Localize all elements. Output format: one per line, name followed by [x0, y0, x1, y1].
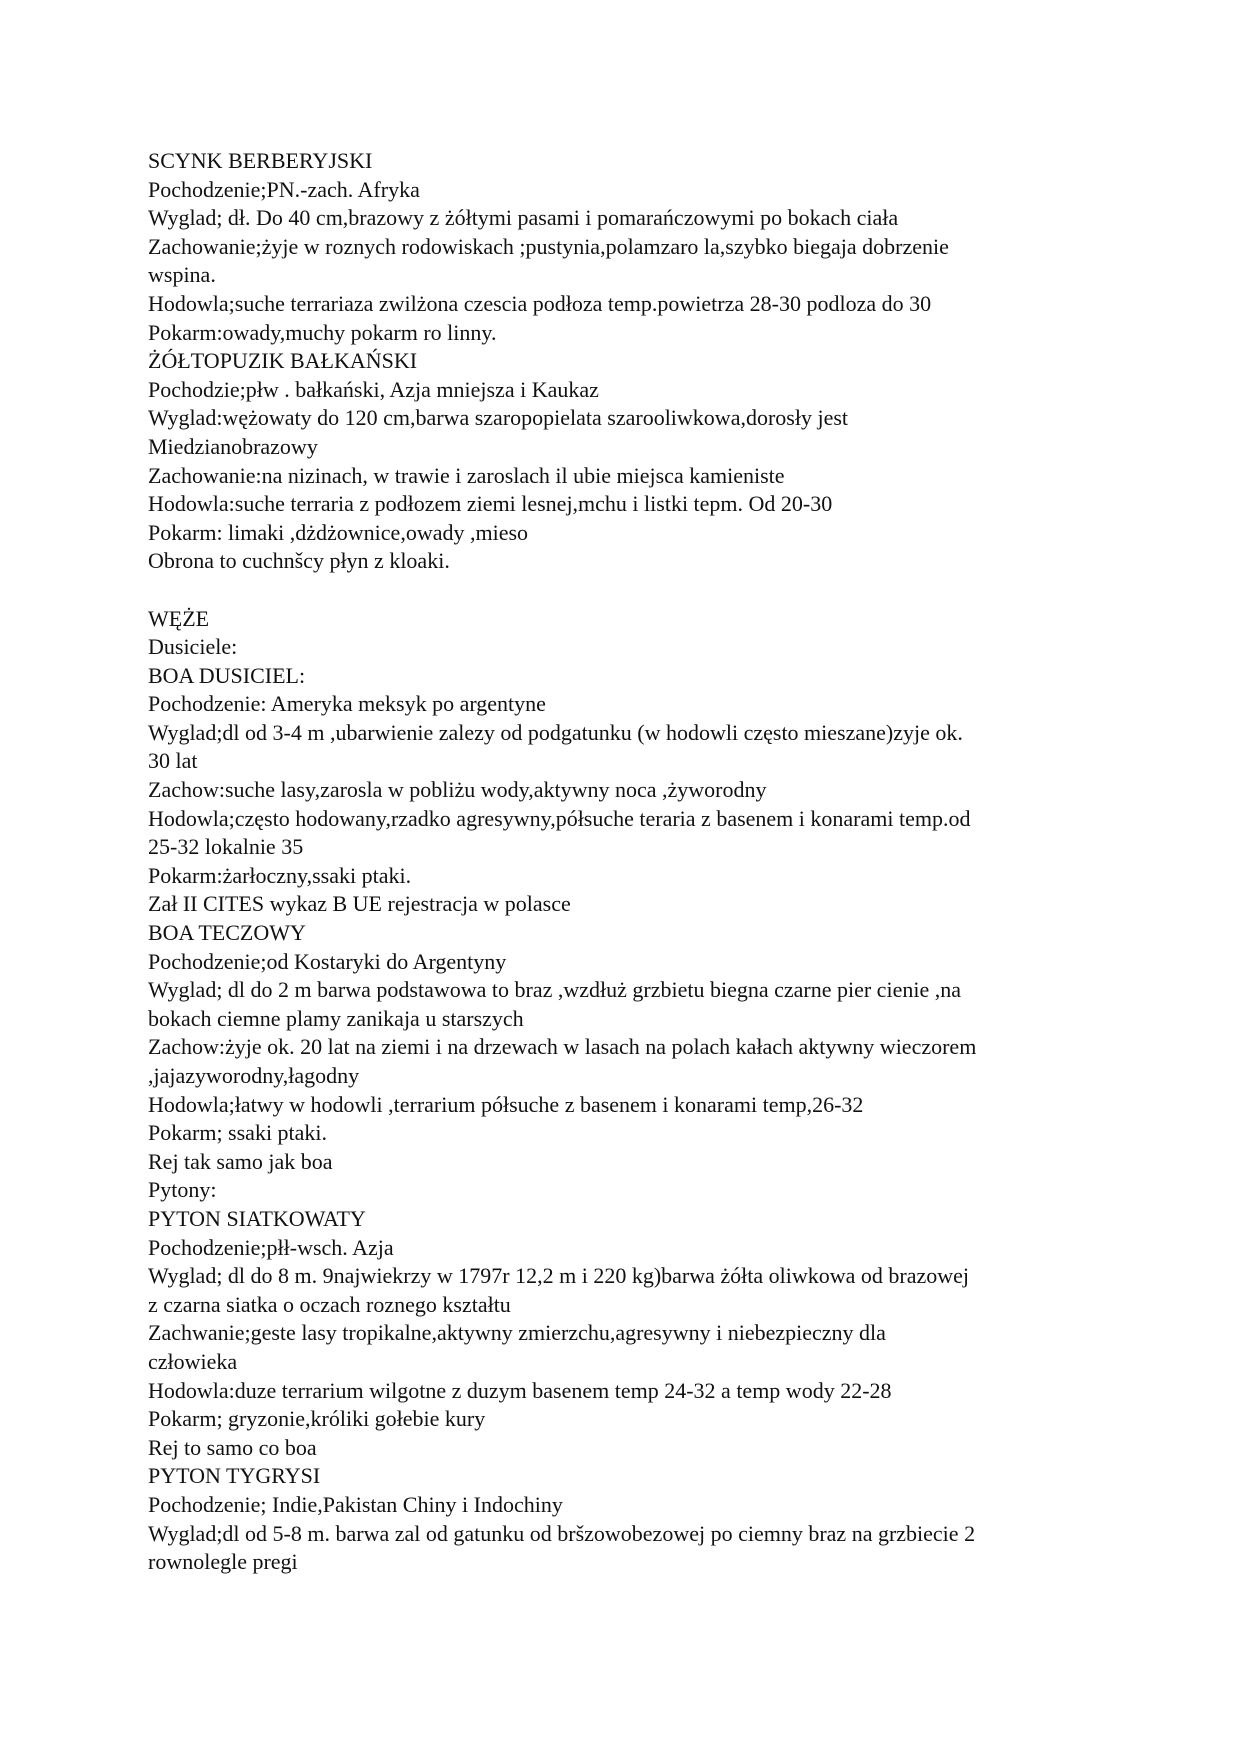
text-line: Wyglad:wężowaty do 120 cm,barwa szaropopielata szarooliwkowa,dorosły jest [148, 405, 849, 431]
text-line: Pokarm; gryzonie,króliki gołebie kury [148, 1406, 486, 1432]
text-line: Hodowla:duze terrarium wilgotne z duzym basenem temp 24-32 a temp wody 22-28 [148, 1377, 892, 1403]
text-line: Pochodzie;płw . bałkański, Azja mniejsza i Kaukaz [148, 376, 599, 402]
text-line: Wyglad;dl od 3-4 m ,ubarwienie zalezy od podgatunku (w hodowli często mieszane)zyje ok. [148, 719, 963, 745]
text-line: Pochodzenie;od Kostaryki do Argentyny [148, 948, 507, 974]
text-line: Pochodzenie; Indie,Pakistan Chiny i Indochiny [148, 1491, 563, 1517]
heading-zoltopuzik: ŻÓŁTOPUZIK BAŁKAŃSKI [148, 348, 418, 374]
text-line: Obrona to cuchnšcy płyn z kloaki. [148, 548, 450, 574]
text-line: Rej to samo co boa [148, 1434, 317, 1460]
text-line: rownolegle pregi [148, 1549, 298, 1575]
text-line: Wyglad;dl od 5-8 m. barwa zal od gatunku od bršzowobezowej po ciemny braz na grzbiecie 2 [148, 1520, 976, 1546]
text-line: Rej tak samo jak boa [148, 1148, 333, 1174]
text-line: Zachow:żyje ok. 20 lat na ziemi i na drzewach w lasach na polach kałach aktywny wieczorem [148, 1034, 977, 1060]
text-line: Miedzianobrazowy [148, 433, 318, 459]
heading-pytony: Pytony: [148, 1177, 217, 1203]
text-line: Pokarm: limaki ,dżdżownice,owady ,mieso [148, 519, 529, 545]
text-line: Pokarm:żarłoczny,ssaki ptaki. [148, 862, 412, 888]
text-line: Wyglad; dl do 2 m barwa podstawowa to braz ,wzdłuż grzbietu biegna czarne pier cienie ,na [148, 977, 961, 1003]
text-line: człowieka [148, 1348, 238, 1374]
text-line: Zał II CITES wykaz B UE rejestracja w polasce [148, 891, 571, 917]
text-line: Hodowla;suche terrariaza zwilżona czescia podłoza temp.powietrza 28-30 podloza do 30 [148, 290, 932, 316]
text-line: Hodowla;łatwy w hodowli ,terrarium półsuche z basenem i konarami temp,26-32 [148, 1091, 864, 1117]
text-line: ,jajazyworodny,łagodny [148, 1063, 360, 1088]
document-body [148, 147, 1098, 1577]
heading-pyton-tygrysi: PYTON TYGRYSI [148, 1463, 321, 1489]
text-line: Hodowla;często hodowany,rzadko agresywny,półsuche teraria z basenem i konarami temp.od [148, 805, 971, 831]
text-line: 30 lat [148, 748, 198, 774]
text-line: Hodowla:suche terraria z podłozem ziemi lesnej,mchu i listki tepm. Od 20-30 [148, 491, 833, 517]
blank-line [148, 576, 1098, 605]
text-line: 25-32 lokalnie 35 [148, 834, 304, 860]
text-line: bokach ciemne plamy zanikaja u starszych [148, 1005, 524, 1031]
text-line: Pochodzenie;PN.-zach. Afryka [148, 176, 420, 202]
text-line: Pokarm:owady,muchy pokarm ro linny. [148, 319, 497, 345]
text-line: wspina. [148, 262, 216, 288]
heading-boa-dusiciel: BOA DUSICIEL: [148, 662, 306, 688]
text-line: Pochodzenie;płł-wsch. Azja [148, 1234, 394, 1260]
text-line: Wyglad; dl do 8 m. 9najwiekrzy w 1797r 12,2 m i 220 kg)barwa żółta oliwkowa od brazowej [148, 1263, 970, 1289]
text-line: Zachowanie:na nizinach, w trawie i zaroslach il ubie miejsca kamieniste [148, 462, 785, 488]
heading-dusiciele: Dusiciele: [148, 634, 238, 660]
text-line: z czarna siatka o oczach roznego kształtu [148, 1291, 511, 1317]
heading-weze: WĘŻE [148, 605, 210, 631]
heading-pyton-siatkowaty: PYTON SIATKOWATY [148, 1205, 366, 1231]
text-line: Pochodzenie: Ameryka meksyk po argentyne [148, 691, 546, 717]
text-line: Pokarm; ssaki ptaki. [148, 1120, 328, 1146]
text-line: Zachow:suche lasy,zarosla w pobliżu wody,aktywny noca ,żyworodny [148, 777, 767, 803]
text-line: Zachwanie;geste lasy tropikalne,aktywny zmierzchu,agresywny i niebezpieczny dla [148, 1320, 886, 1346]
heading-boa-teczowy: BOA TECZOWY [148, 920, 306, 946]
text-line: Wyglad; dł. Do 40 cm,brazowy z żółtymi pasami i pomarańczowymi po bokach ciała [148, 205, 899, 231]
text-line: Zachowanie;żyje w roznych rodowiskach ;pustynia,polamzaro la,szybko biegaja dobrzenie [148, 233, 949, 259]
heading-scynk: SCYNK BERBERYJSKI [148, 148, 373, 173]
